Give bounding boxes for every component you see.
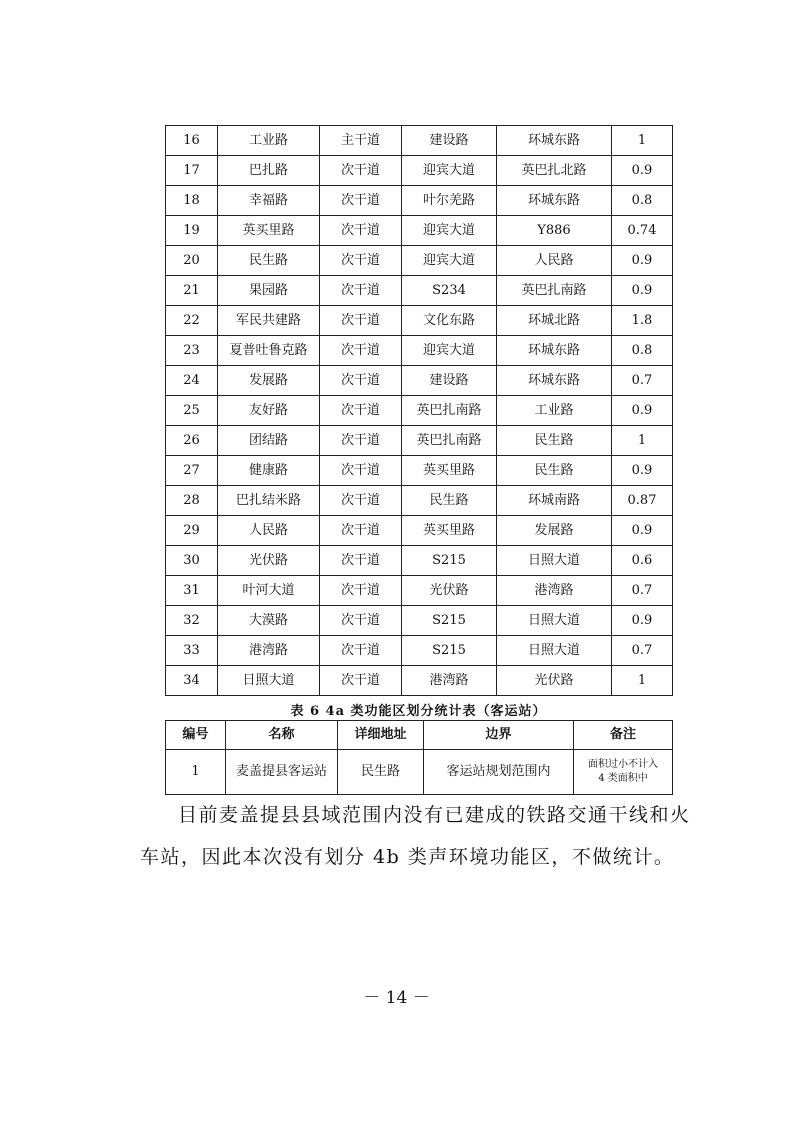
road-class: 次干道 [320,606,402,636]
road-length: 0.6 [612,546,673,576]
road-id: 30 [166,546,218,576]
road-length: 1 [612,426,673,456]
table-row [166,426,673,456]
road-length: 0.7 [612,366,673,396]
road-id: 16 [166,126,218,156]
table-row [166,456,673,486]
road-length: 0.87 [612,486,673,516]
road-end: 环城东路 [497,186,612,216]
road-class: 次干道 [320,246,402,276]
road-id: 27 [166,456,218,486]
header-note: 备注 [574,721,673,750]
station-table [165,720,673,795]
road-name: 光伏路 [218,546,320,576]
road-id: 29 [166,516,218,546]
road-length: 0.74 [612,216,673,246]
road-length: 0.9 [612,456,673,486]
road-class: 次干道 [320,666,402,696]
road-class: 主干道 [320,126,402,156]
road-end: 日照大道 [497,546,612,576]
table-row [166,366,673,396]
road-id: 17 [166,156,218,186]
road-end: 光伏路 [497,666,612,696]
road-class: 次干道 [320,576,402,606]
table-row [166,126,673,156]
road-start: S215 [402,606,497,636]
road-id: 20 [166,246,218,276]
road-start: S215 [402,546,497,576]
road-start: 建设路 [402,366,497,396]
road-name: 工业路 [218,126,320,156]
road-length: 1.8 [612,306,673,336]
road-name: 友好路 [218,396,320,426]
table-row [166,606,673,636]
road-class: 次干道 [320,276,402,306]
road-name: 幸福路 [218,186,320,216]
road-start: 迎宾大道 [402,216,497,246]
road-id: 21 [166,276,218,306]
road-end: 工业路 [497,396,612,426]
table-row [166,156,673,186]
road-name: 大漠路 [218,606,320,636]
table-row [166,486,673,516]
road-class: 次干道 [320,216,402,246]
header-name: 名称 [226,721,338,750]
road-name: 巴扎路 [218,156,320,186]
road-name: 巴扎结米路 [218,486,320,516]
table-row [166,396,673,426]
road-id: 24 [166,366,218,396]
road-class: 次干道 [320,396,402,426]
roads-table [165,125,673,696]
road-name: 日照大道 [218,666,320,696]
road-class: 次干道 [320,186,402,216]
road-end: 港湾路 [497,576,612,606]
road-length: 0.9 [612,606,673,636]
road-end: 英巴扎南路 [497,276,612,306]
road-id: 28 [166,486,218,516]
road-id: 33 [166,636,218,666]
road-id: 26 [166,426,218,456]
road-length: 0.7 [612,636,673,666]
road-id: 32 [166,606,218,636]
road-end: 民生路 [497,456,612,486]
station-address: 民生路 [338,750,424,795]
station-id: 1 [166,750,226,795]
station-boundary: 客运站规划范围内 [424,750,574,795]
road-id: 34 [166,666,218,696]
table-row [166,750,673,795]
station-name: 麦盖提县客运站 [226,750,338,795]
roads-table-body [166,126,673,696]
road-length: 0.9 [612,516,673,546]
road-end: 日照大道 [497,606,612,636]
road-start: S234 [402,276,497,306]
table-row [166,666,673,696]
road-name: 民生路 [218,246,320,276]
road-class: 次干道 [320,486,402,516]
road-length: 0.9 [612,156,673,186]
road-start: S215 [402,636,497,666]
road-length: 0.9 [612,396,673,426]
road-class: 次干道 [320,156,402,186]
road-length: 0.9 [612,276,673,306]
road-start: 迎宾大道 [402,156,497,186]
road-length: 1 [612,126,673,156]
road-end: 环城东路 [497,366,612,396]
road-start: 英买里路 [402,456,497,486]
road-start: 民生路 [402,486,497,516]
road-name: 叶河大道 [218,576,320,606]
road-id: 25 [166,396,218,426]
road-end: 人民路 [497,246,612,276]
road-id: 18 [166,186,218,216]
table-row [166,576,673,606]
road-start: 英买里路 [402,516,497,546]
road-end: 环城东路 [497,336,612,366]
road-end: 环城南路 [497,486,612,516]
road-end: 日照大道 [497,636,612,666]
road-start: 港湾路 [402,666,497,696]
road-name: 人民路 [218,516,320,546]
road-class: 次干道 [320,456,402,486]
header-boundary: 边界 [424,721,574,750]
road-length: 0.8 [612,336,673,366]
road-end: 环城北路 [497,306,612,336]
road-class: 次干道 [320,306,402,336]
road-length: 0.7 [612,576,673,606]
table-row [166,246,673,276]
road-class: 次干道 [320,546,402,576]
road-start: 英巴扎南路 [402,426,497,456]
table-row [166,516,673,546]
paragraph-line-2: 车站，因此本次没有划分 4b 类声环境功能区，不做统计。 [140,846,675,868]
road-name: 发展路 [218,366,320,396]
road-end: 环城东路 [497,126,612,156]
road-name: 健康路 [218,456,320,486]
road-name: 团结路 [218,426,320,456]
road-length: 1 [612,666,673,696]
road-start: 英巴扎南路 [402,396,497,426]
table-row [166,276,673,306]
road-length: 0.9 [612,246,673,276]
road-class: 次干道 [320,366,402,396]
table-row [166,306,673,336]
road-id: 19 [166,216,218,246]
road-start: 叶尔羌路 [402,186,497,216]
road-end: 发展路 [497,516,612,546]
table-row [166,546,673,576]
road-start: 迎宾大道 [402,336,497,366]
road-end: 民生路 [497,426,612,456]
road-name: 港湾路 [218,636,320,666]
table-caption: 表 6 4a 类功能区划分统计表（客运站） [290,704,547,719]
road-class: 次干道 [320,336,402,366]
road-class: 次干道 [320,636,402,666]
road-class: 次干道 [320,516,402,546]
road-name: 果园路 [218,276,320,306]
road-start: 文化东路 [402,306,497,336]
station-note-line1: 面积过小不计入 [588,758,658,770]
road-end: 英巴扎北路 [497,156,612,186]
road-end: Y886 [497,216,612,246]
road-id: 22 [166,306,218,336]
station-table-header-row [166,721,673,750]
header-address: 详细地址 [338,721,424,750]
road-name: 夏普吐鲁克路 [218,336,320,366]
road-start: 建设路 [402,126,497,156]
table-row [166,336,673,366]
road-id: 31 [166,576,218,606]
table-row [166,216,673,246]
road-class: 次干道 [320,426,402,456]
road-id: 23 [166,336,218,366]
station-note [574,750,673,795]
road-start: 迎宾大道 [402,246,497,276]
paragraph-line-1: 目前麦盖提县县域范围内没有已建成的铁路交通干线和火 [178,804,691,826]
page-number: － 14 － [363,988,430,1008]
road-name: 英买里路 [218,216,320,246]
header-id: 编号 [166,721,226,750]
road-name: 军民共建路 [218,306,320,336]
road-length: 0.8 [612,186,673,216]
road-start: 光伏路 [402,576,497,606]
table-row [166,636,673,666]
table-row [166,186,673,216]
station-note-line2: 4 类面积中 [598,773,648,784]
